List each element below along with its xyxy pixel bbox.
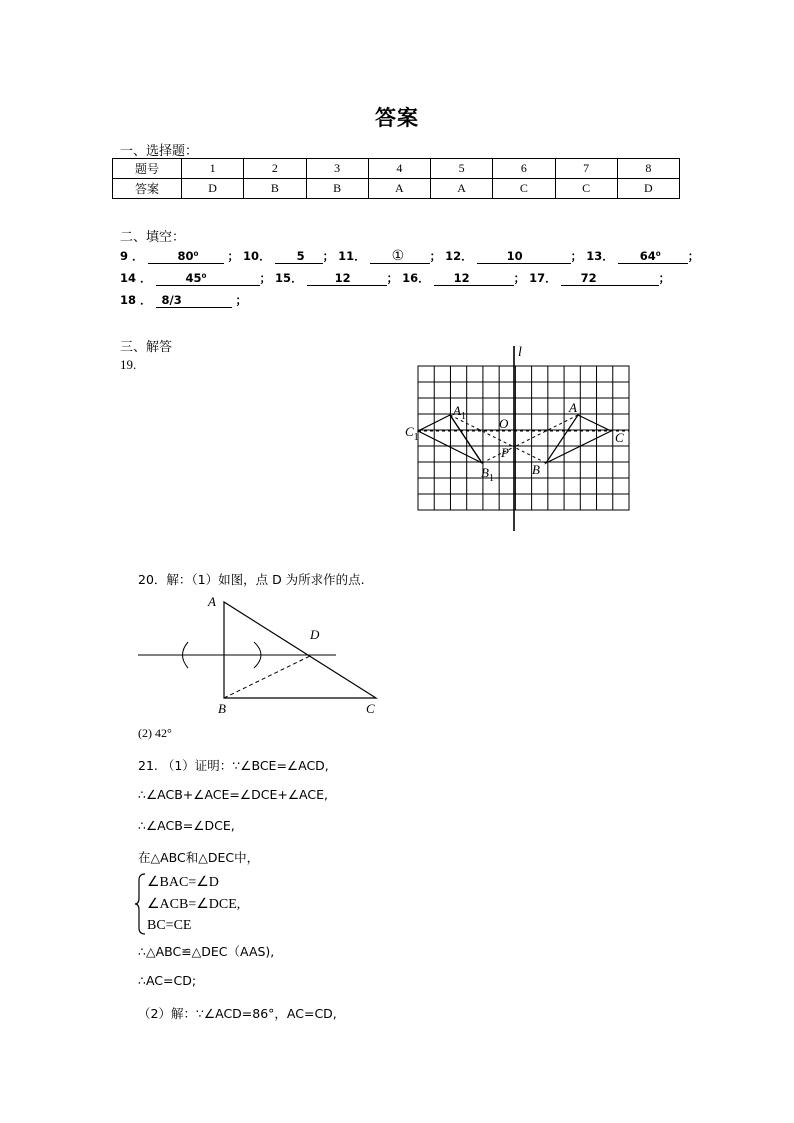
fill-answer: 45⁰ (156, 272, 260, 286)
section2-heading: 二、填空： (120, 230, 186, 245)
fill-answer: 64⁰ (618, 250, 688, 264)
table-cell: C (493, 179, 555, 199)
brace-line-1: ∠BAC=∠D (147, 875, 219, 890)
fill-answer: 80⁰ (148, 250, 224, 264)
table-cell: 6 (493, 159, 555, 179)
table-cell: B (306, 179, 368, 199)
label-b: B (532, 462, 540, 477)
fill-row-3: 18 ． 8/3 ； (120, 293, 248, 307)
figure-19-grid (395, 340, 645, 536)
label-o: O (499, 416, 509, 431)
table-cell: 2 (244, 159, 306, 179)
fill-row-1: 9 ． 80⁰ ； 10． 5 ； 11． ① ； 12． 10 ； 13． 64⁰ ； (120, 248, 700, 264)
q21-line7: （2）解：∵∠ACD=86°，AC=CD, (138, 1006, 337, 1021)
table-row (113, 179, 680, 199)
table-cell: A (368, 179, 430, 199)
fill-row-2: 14 ． 45⁰ ； 15． 12 ； 16． 12 ； 17． 72 ； (120, 271, 671, 285)
triangle-right (546, 415, 611, 463)
table-cell: D (617, 179, 679, 199)
fill-answer: 12 (307, 272, 387, 286)
brace-line-3: BC=CE (147, 918, 192, 933)
table-cell: A (431, 179, 493, 199)
page-title: 答案 (375, 106, 419, 130)
brace-line-2: ∠ACB=∠DCE, (147, 897, 241, 912)
left-brace-icon (134, 872, 148, 936)
figure-20 (130, 592, 390, 718)
q21-line2: ∴∠ACB+∠ACE=∠DCE+∠ACE, (138, 787, 328, 802)
label-d: D (310, 627, 320, 642)
section1-heading: 一、选择题： (120, 144, 199, 159)
label-a1: $A_1$ (453, 403, 466, 422)
q21-line1: 21. （1）证明：∵∠BCE=∠ACD, (138, 758, 329, 773)
q20-part2: (2) 42° (138, 726, 172, 740)
label-b1: $B_1$ (481, 465, 494, 484)
q21-line6: ∴AC=CD; (138, 973, 197, 988)
table-cell: 1 (182, 159, 244, 179)
table-cell: C (555, 179, 617, 199)
label-a: A (208, 594, 216, 609)
table-cell: B (244, 179, 306, 199)
q19-number: 19. (120, 357, 137, 372)
q21-line5: ∴△ABC≌△DEC（AAS), (138, 944, 275, 959)
answer-label: 答案 (113, 179, 182, 199)
label-b: B (218, 701, 226, 716)
fill-answer: 12 (434, 272, 514, 286)
section3-heading: 三、解答 (120, 340, 173, 355)
label-c: C (615, 430, 624, 445)
fill-answer: 10 (477, 250, 571, 264)
fill-answer: 8/3 (156, 294, 232, 308)
fill-answer: 5 (275, 250, 323, 264)
fill-answer: ① (370, 250, 430, 264)
label-p: P (501, 445, 509, 460)
table-cell: 5 (431, 159, 493, 179)
label-c: C (366, 701, 375, 716)
label-c1: $C_1$ (405, 424, 419, 443)
table-cell: D (182, 179, 244, 199)
dashed-bd (224, 655, 312, 698)
q21-line4: 在△ABC和△DEC中， (138, 850, 260, 865)
label-a: A (569, 400, 577, 415)
answer-table (112, 158, 680, 199)
table-cell: 7 (555, 159, 617, 179)
q20-intro: 20．解：（1）如图，点 D 为所求作的点. (138, 572, 365, 587)
label-l: l (518, 345, 522, 360)
table-row (113, 159, 680, 179)
table-cell: 4 (368, 159, 430, 179)
table-cell: 3 (306, 159, 368, 179)
triangle-abc (224, 602, 376, 698)
q21-line3: ∴∠ACB=∠DCE, (138, 818, 235, 833)
header-label: 题号 (113, 159, 182, 179)
table-cell: 8 (617, 159, 679, 179)
fill-answer: 72 (561, 272, 659, 286)
